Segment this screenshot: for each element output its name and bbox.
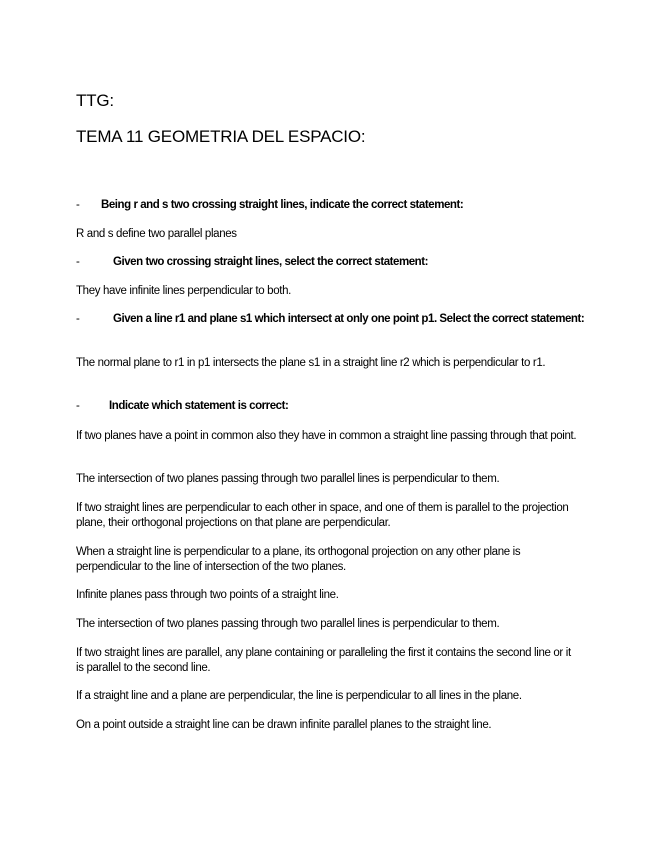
question-text: Indicate which statement is correct: [109,400,289,412]
bullet-dash: - [76,400,80,412]
question-text: Being r and s two crossing straight lines, indicate the correct statement: [101,199,464,211]
answer-text: If two straight lines are parallel, any plane containing or paralleling the first it contains the second line or it is parallel to the second line. [76,647,571,674]
question-text: Given two crossing straight lines, select the correct statement: [113,256,429,268]
heading-ttg: TTG: [76,91,114,110]
answer-text: If a straight line and a plane are perpendicular, the line is perpendicular to all lines in the plane. [76,690,522,702]
answer-text: If two planes have a point in common also they have in common a straight line passing through that point. [76,430,577,442]
question-item [76,255,586,270]
answer-text: Infinite planes pass through two points of a straight line. [76,589,339,601]
answer-text: The normal plane to r1 in p1 intersects the plane s1 in a straight line r2 which is perpendicular to r1. [76,357,546,369]
answer-text: R and s define two parallel planes [76,228,237,240]
answer-text: When a straight line is perpendicular to a plane, its orthogonal projection on any other plane is perpendicular to the line of intersection of the two planes. [76,546,521,573]
answer-text: The intersection of two planes passing through two parallel lines is perpendicular to them. [76,473,500,485]
question-item [76,312,586,327]
answer-text: They have infinite lines perpendicular to both. [76,285,291,297]
bullet-dash: - [76,199,80,211]
question-text: Given a line r1 and plane s1 which intersect at only one point p1. Select the correct statement: [113,313,585,325]
bullet-dash: - [76,256,80,268]
bullet-dash: - [76,313,80,325]
answer-text: On a point outside a straight line can be drawn infinite parallel planes to the straight line. [76,719,492,731]
answer-text: The intersection of two planes passing through two parallel lines is perpendicular to them. [76,618,500,630]
answer-text: If two straight lines are perpendicular to each other in space, and one of them is parallel to the projection plane, their orthogonal projections on that plane are perpendicular. [76,502,569,529]
question-item [76,198,586,213]
question-item [76,399,586,414]
heading-tema: TEMA 11 GEOMETRIA DEL ESPACIO: [76,127,366,146]
